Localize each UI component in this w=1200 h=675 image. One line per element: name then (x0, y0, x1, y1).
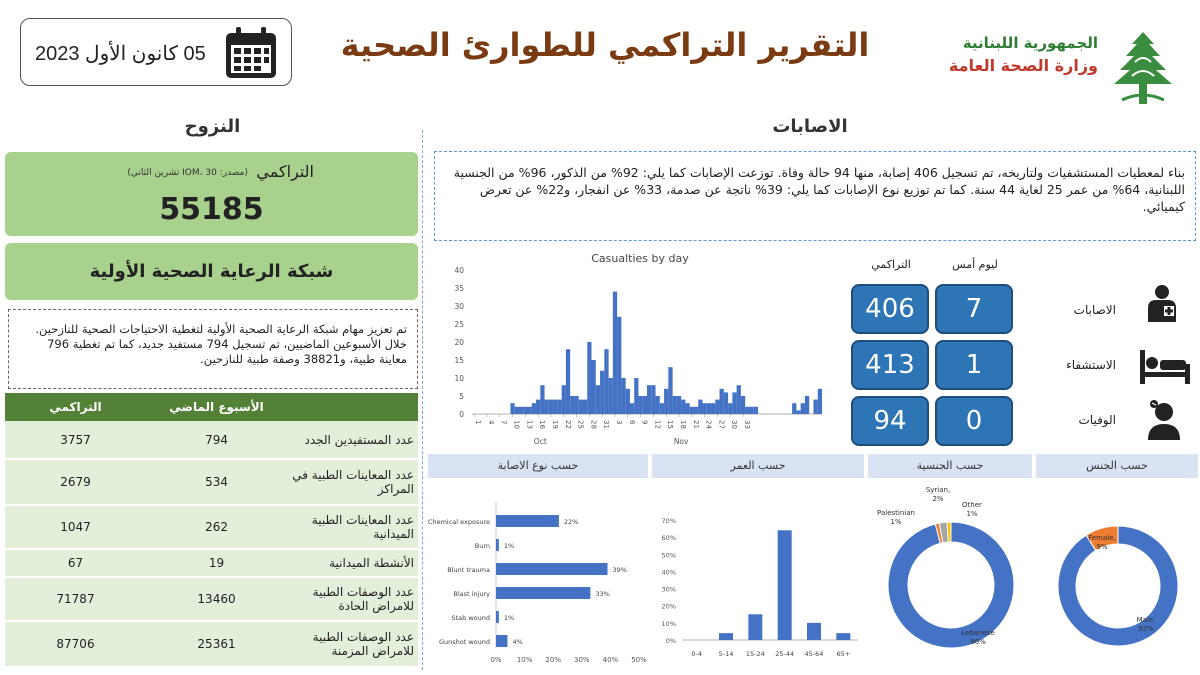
casualties-chart (430, 262, 830, 452)
bar (613, 292, 617, 414)
x-tick-label: 7 (499, 420, 508, 425)
col-cumulative-label: التراكمي (871, 258, 911, 271)
data-label: 39% (612, 566, 627, 574)
bar (515, 407, 519, 414)
bar (562, 385, 566, 414)
bar (748, 614, 762, 640)
x-tick-label: 30% (574, 656, 590, 664)
bar (792, 403, 796, 414)
cell-cumulative: 3757 (5, 421, 146, 459)
hospitalization-cumulative: 413 (851, 340, 929, 390)
x-tick-label: 22 (563, 420, 572, 429)
x-tick-label: 10% (516, 656, 533, 664)
cumulative-source: (مصدر: IOM، 30 تشرين الثاني) (127, 168, 248, 178)
bar (807, 623, 821, 640)
bar (592, 360, 596, 414)
bar (553, 400, 557, 414)
gender-chart (1036, 480, 1198, 670)
y-tick-label: 25 (454, 320, 464, 329)
bar (545, 400, 549, 414)
bar (737, 385, 741, 414)
injured-person-icon (1142, 284, 1182, 324)
injury-type-chart (424, 480, 650, 670)
bar (609, 378, 613, 414)
bar (711, 403, 715, 414)
x-tick-label: 18 (679, 420, 688, 429)
bar (707, 403, 711, 414)
bar (643, 396, 647, 414)
deaths-yesterday: 0 (935, 396, 1013, 446)
table-header-row (5, 393, 418, 421)
x-tick-label: 9 (640, 420, 649, 425)
hospitalization-row-label: الاستشفاء (1066, 358, 1116, 372)
month-label: Nov (673, 437, 689, 446)
phc-description: تم تعزيز مهام شبكة الرعاية الصحية الأولية لتغطية الاحتياجات الصحية للنازحين. خلال الأسبوعين الماضيين، تم تسجيل 794 مستفيد جديد، كما تم تغطية 796 معاينة طبية، و38821 وصفة طبية للنازحين. (8, 309, 418, 389)
bar (549, 400, 553, 414)
data-label: 33% (595, 590, 610, 598)
cedar-logo-icon (1102, 30, 1184, 108)
bar (496, 563, 608, 575)
y-tick-label: 70% (661, 517, 676, 525)
y-tick-label: 60% (661, 534, 676, 543)
bar (587, 342, 591, 414)
casualties-chart-title: Casualties by day (591, 252, 689, 265)
phc-table (5, 393, 418, 668)
data-label: 92% (1138, 625, 1154, 633)
table-row (5, 577, 418, 621)
cell-label: عدد المعاينات الطبية في المراكز (287, 459, 418, 505)
bar (496, 611, 499, 623)
col-last-week: الأسبوع الماضي (146, 393, 287, 421)
x-tick-label: 45-64 (804, 650, 824, 658)
bar (715, 400, 719, 414)
cell-label: عدد المستفيدين الجدد (287, 421, 418, 459)
bar (749, 407, 753, 414)
x-tick-label: 40% (602, 656, 619, 664)
bar (647, 385, 651, 414)
x-tick-label: 30 (730, 420, 739, 429)
data-label: Palestinian (877, 509, 915, 517)
data-label: Male, (1136, 616, 1156, 624)
data-label: 2% (932, 495, 944, 503)
bar (801, 403, 805, 414)
table-row (5, 621, 418, 667)
ministry-name (918, 34, 1098, 75)
bar (638, 396, 642, 414)
date-box (20, 18, 292, 86)
bar (796, 410, 800, 414)
bar (805, 396, 809, 414)
bar (724, 392, 728, 414)
bar (532, 403, 536, 414)
x-tick-label: 4 (486, 420, 495, 425)
bar (728, 403, 732, 414)
bar (557, 400, 561, 414)
age-chart (652, 480, 864, 670)
cell-label: عدد الوصفات الطبية للامراض المزمنة (287, 621, 418, 667)
y-tick-label: 10 (454, 374, 464, 383)
bar (719, 633, 733, 640)
bar (496, 539, 499, 551)
section-divider (422, 130, 423, 670)
data-label: 96% (970, 638, 986, 646)
cell-last-week: 13460 (146, 577, 287, 621)
hospitalization-yesterday: 1 (935, 340, 1013, 390)
bar (677, 396, 681, 414)
x-tick-label: 15 (666, 420, 675, 429)
x-tick-label: 16 (538, 420, 547, 429)
x-tick-label: 0% (490, 656, 502, 664)
bar (813, 400, 817, 414)
deaths-cumulative: 94 (851, 396, 929, 446)
table-row (5, 505, 418, 549)
cell-last-week: 19 (146, 549, 287, 577)
bar (732, 392, 736, 414)
bar (600, 371, 604, 414)
category-label: Burn (474, 542, 490, 550)
bar (527, 407, 531, 414)
injuries-cumulative: 406 (851, 284, 929, 334)
x-tick-label: 15-24 (745, 650, 765, 658)
bar (540, 385, 544, 414)
cell-last-week: 25361 (146, 621, 287, 667)
x-tick-label: 28 (589, 420, 598, 429)
cell-label: الأنشطة الميدانية (287, 549, 418, 577)
deceased-person-icon (1144, 400, 1184, 440)
bar (685, 403, 689, 414)
bar (496, 587, 590, 599)
x-tick-label: 21 (691, 420, 700, 429)
displacement-cumulative-card (5, 152, 418, 236)
slice (947, 522, 951, 542)
month-label: Oct (533, 437, 547, 446)
bar (634, 378, 638, 414)
bar (617, 317, 621, 414)
x-tick-label: 12 (653, 420, 662, 429)
bar (754, 407, 758, 414)
y-tick-label: 35 (454, 284, 464, 293)
x-tick-label: 33 (743, 420, 752, 429)
cell-label: عدد المعاينات الطبية الميدانية (287, 505, 418, 549)
cell-cumulative: 71787 (5, 577, 146, 621)
col-yesterday-label: ليوم أمس (952, 258, 998, 271)
bar (778, 530, 792, 640)
header-by-gender: حسب الجنس (1036, 454, 1198, 478)
hospital-bed-icon (1138, 346, 1192, 386)
bar (664, 389, 668, 414)
calendar-icon (223, 25, 279, 81)
cell-last-week: 534 (146, 459, 287, 505)
cell-last-week: 262 (146, 505, 287, 549)
col-cumulative: التراكمي (5, 393, 146, 421)
bar (519, 407, 523, 414)
y-tick-label: 10% (661, 619, 676, 628)
bar (720, 389, 724, 414)
x-tick-label: 10 (512, 420, 521, 429)
y-tick-label: 40% (661, 568, 676, 577)
bar (496, 635, 507, 647)
bar (698, 400, 702, 414)
x-tick-label: 25 (576, 420, 585, 429)
table-row (5, 459, 418, 505)
y-tick-label: 0 (459, 410, 464, 419)
bar (745, 407, 749, 414)
y-tick-label: 50% (661, 551, 676, 560)
cell-last-week: 794 (146, 421, 287, 459)
cell-cumulative: 87706 (5, 621, 146, 667)
bar (510, 403, 514, 414)
table-row (5, 549, 418, 577)
data-label: 9% (1096, 543, 1108, 551)
data-label: 1% (890, 518, 902, 526)
y-tick-label: 30 (454, 302, 464, 311)
bar (536, 400, 540, 414)
x-tick-label: 3 (614, 420, 623, 425)
bar (630, 403, 634, 414)
cumulative-label: التراكمي (256, 162, 314, 181)
y-tick-label: 0% (665, 637, 676, 645)
data-label: 1% (966, 510, 978, 518)
cumulative-value: 55185 (159, 192, 264, 227)
bar (583, 400, 587, 414)
y-tick-label: 20% (661, 602, 676, 611)
cell-cumulative: 1047 (5, 505, 146, 549)
cell-cumulative: 67 (5, 549, 146, 577)
republic-label: الجمهورية اللبنانية (962, 34, 1098, 52)
bar (574, 396, 578, 414)
header-by-nationality: حسب الجنسية (868, 454, 1032, 478)
bar (626, 389, 630, 414)
bar (596, 385, 600, 414)
cell-label: عدد الوصفات الطبية للامراض الحادة (287, 577, 418, 621)
ministry-label: وزارة الصحة العامة (948, 56, 1098, 75)
bar (702, 403, 706, 414)
bar (604, 349, 608, 414)
data-label: 4% (512, 638, 523, 646)
x-tick-label: 31 (602, 420, 611, 429)
x-tick-label: 25-44 (775, 650, 795, 658)
x-tick-label: 1 (474, 420, 483, 425)
x-tick-label: 19 (550, 420, 559, 429)
y-tick-label: 15 (454, 356, 464, 365)
bar (523, 407, 527, 414)
x-tick-label: 20% (545, 656, 561, 664)
data-label: 1% (503, 542, 515, 550)
bar (818, 389, 822, 414)
y-tick-label: 5 (459, 392, 464, 401)
table-row (5, 421, 418, 459)
x-tick-label: 0-4 (691, 650, 702, 658)
data-label: Other (962, 501, 982, 509)
x-tick-label: 24 (704, 420, 713, 429)
x-tick-label: 5-14 (718, 650, 734, 658)
y-tick-label: 40 (454, 266, 464, 275)
bar (656, 396, 660, 414)
x-tick-label: 50% (631, 656, 647, 664)
page-title: التقرير التراكمي للطوارئ الصحية (340, 26, 870, 64)
cell-cumulative: 2679 (5, 459, 146, 505)
displacement-title: النزوح (184, 116, 241, 137)
category-label: Stab wound (451, 614, 490, 622)
y-tick-label: 30% (661, 585, 676, 594)
category-label: Chemical exposure (427, 518, 490, 526)
bar (496, 515, 559, 527)
col-label (287, 393, 418, 421)
header-by-age: حسب العمر (652, 454, 864, 478)
x-tick-label: 13 (525, 420, 534, 429)
category-label: Blunt trauma (447, 566, 490, 574)
x-tick-label: 27 (717, 420, 726, 429)
bar (579, 400, 583, 414)
x-tick-label: 6 (627, 420, 636, 425)
bar (621, 378, 625, 414)
injuries-yesterday: 7 (935, 284, 1013, 334)
phc-title: شبكة الرعاية الصحية الأولية (5, 243, 418, 300)
injuries-title: الاصابات (772, 116, 848, 137)
deaths-row-label: الوفيات (1078, 413, 1116, 427)
data-label: 1% (503, 614, 515, 622)
category-label: Blast injury (453, 590, 490, 598)
bar (673, 396, 677, 414)
data-label: 22% (563, 518, 579, 526)
bar (836, 633, 850, 640)
bar (741, 396, 745, 414)
report-date: 05 كانون الأول 2023 (35, 43, 206, 65)
bar (668, 367, 672, 414)
header-by-injury-type: حسب نوع الاصابة (428, 454, 648, 478)
y-tick-label: 20 (454, 338, 464, 347)
bar (566, 349, 570, 414)
category-label: Gunshot wound (438, 638, 490, 646)
bar (651, 385, 655, 414)
bar (690, 407, 694, 414)
bar (681, 400, 685, 414)
data-label: Female, (1088, 534, 1116, 542)
injuries-row-label: الاصابات (1073, 303, 1116, 317)
bar (660, 403, 664, 414)
injuries-summary: بناء لمعطيات المستشفيات ولتاريخه، تم تسجيل 406 إصابة، منها 94 حالة وفاة. توزعت الإصابات كما يلي: 92% من الذكور، 96% من الجنسية اللبنانية، 64% من عمر 25 لغاية 44 سنة. كما تم توزيع نوع الإصابات كما يلي: 39% ناتجة عن صدمة، 33% عن انفجار، و22% عن تعرض كيميائي. (434, 151, 1196, 241)
data-label: Lebanese (961, 629, 995, 637)
x-tick-label: 65+ (836, 650, 851, 658)
nationality-chart (868, 480, 1034, 670)
data-label: Syrian, (925, 486, 951, 494)
bar (570, 396, 574, 414)
bar (694, 407, 698, 414)
